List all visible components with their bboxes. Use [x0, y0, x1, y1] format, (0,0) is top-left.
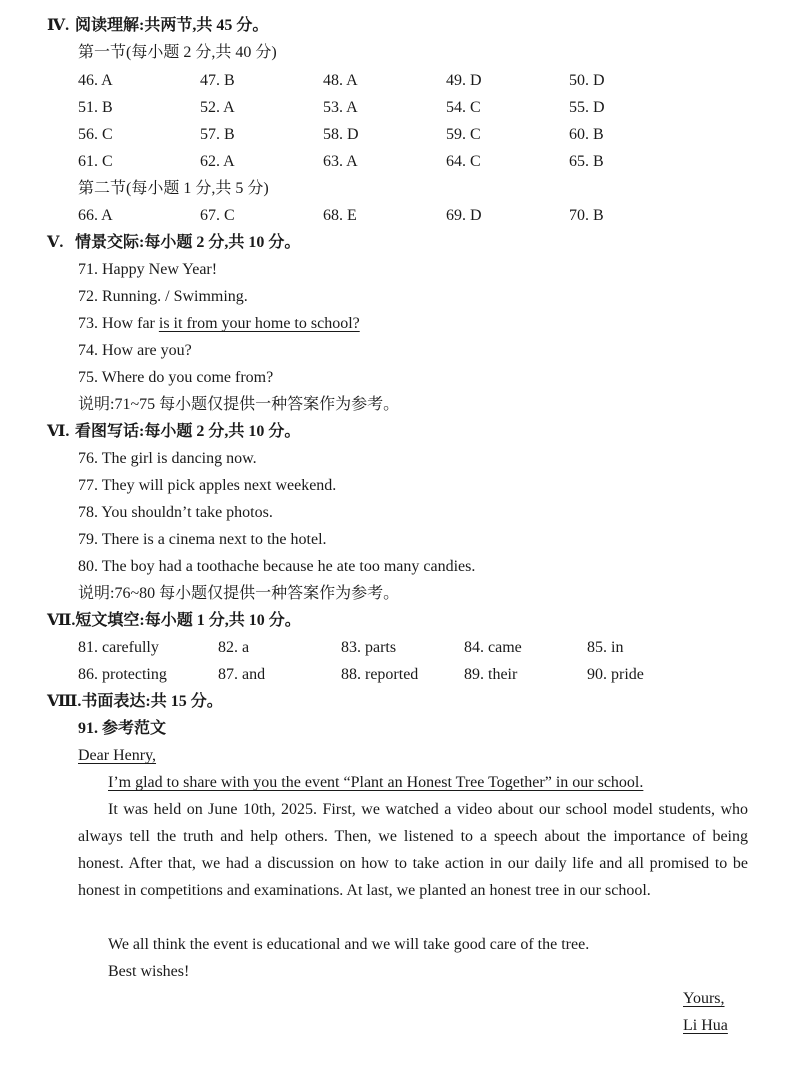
section-heading-writing: [47, 692, 223, 712]
section-heading-reading: [47, 16, 268, 36]
reading-part1-heading: 第一节(每小题 2 分,共 40 分): [78, 44, 277, 61]
dialogue-note: 说明:71~75 每小题仅提供一种答案作为参考。: [78, 396, 400, 413]
picture-writing-note: 说明:76~80 每小题仅提供一种答案作为参考。: [78, 585, 400, 602]
answer-cell: 69. D: [446, 207, 482, 224]
answer-cell: 51. B: [78, 99, 113, 116]
answer-cell: 49. D: [446, 72, 482, 89]
picture-writing-answer: 79. There is a cinema next to the hotel.: [78, 531, 327, 548]
answer-cell: 54. C: [446, 99, 481, 116]
answer-cell: 66. A: [78, 207, 113, 224]
answer-prefix: 73. How far: [78, 315, 159, 332]
section-title: 书面表达:共 15 分。: [81, 693, 223, 710]
dialogue-answer: 72. Running. / Swimming.: [78, 288, 248, 305]
answer-cell: 52. A: [200, 99, 235, 116]
answer-cell: 84. came: [464, 639, 522, 656]
answer-cell: 63. A: [323, 153, 358, 170]
answer-cell: 56. C: [78, 126, 113, 143]
dialogue-answer: 71. Happy New Year!: [78, 261, 218, 278]
essay-label: 91. 参考范文: [78, 720, 167, 737]
reading-part2-heading: 第二节(每小题 1 分,共 5 分): [78, 180, 269, 197]
answer-cell: 50. D: [569, 72, 605, 89]
answer-cell: 83. parts: [341, 639, 397, 656]
section-title: 短文填空:每小题 1 分,共 10 分。: [75, 612, 301, 629]
section-heading-dialogue: [47, 233, 300, 253]
answer-cell: 58. D: [323, 126, 359, 143]
answer-cell: 59. C: [446, 126, 481, 143]
section-title: 阅读理解:共两节,共 45 分。: [75, 17, 269, 34]
answer-cell: 65. B: [569, 153, 604, 170]
answer-cell: 62. A: [200, 153, 235, 170]
answer-cell: 47. B: [200, 72, 235, 89]
answer-cell: 86. protecting: [78, 666, 167, 683]
underlined-answer: is it from your home to school?: [158, 315, 360, 332]
answer-cell: 55. D: [569, 99, 605, 116]
section-number: Ⅴ.: [47, 234, 64, 251]
section-heading-picture-writing: [47, 422, 300, 442]
answer-cell: 82. a: [218, 639, 250, 656]
answer-cell: 64. C: [446, 153, 481, 170]
dialogue-answer-73: [78, 314, 360, 334]
section-number: Ⅷ.: [47, 693, 82, 710]
essay-greeting: Dear Henry,: [78, 747, 157, 764]
section-heading-cloze: [47, 611, 301, 631]
answer-cell: 68. E: [323, 207, 357, 224]
answer-cell: 61. C: [78, 153, 113, 170]
section-number: Ⅳ.: [47, 17, 70, 34]
answer-cell: 57. B: [200, 126, 235, 143]
picture-writing-answer: 76. The girl is dancing now.: [78, 450, 257, 467]
essay-body: It was held on June 10th, 2025. First, we watched a video about our school model students, who always tell the truth and help others. Then, we listened to a speech about the importance of being honest. After that, we had a discussion on how to take action in our daily life and all promised to be honest in competitions and examinations. At last, we planted an honest tree in our school.: [78, 801, 748, 899]
essay-signature: Li Hua: [683, 1017, 728, 1034]
answer-cell: 87. and: [218, 666, 266, 683]
essay-opening: [108, 773, 643, 793]
answer-cell: 53. A: [323, 99, 358, 116]
section-title: 看图写话:每小题 2 分,共 10 分。: [75, 423, 301, 440]
answer-cell: 90. pride: [587, 666, 644, 683]
answer-cell: 89. their: [464, 666, 518, 683]
dialogue-answer: 74. How are you?: [78, 342, 192, 359]
essay-signoff: Yours,: [683, 990, 725, 1007]
essay-closing-paragraph: We all think the event is educational and we will take good care of the tree.: [108, 936, 590, 953]
answer-cell: 60. B: [569, 126, 604, 143]
picture-writing-answer: 78. You shouldn’t take photos.: [78, 504, 273, 521]
essay-wishes: Best wishes!: [108, 963, 190, 980]
answer-cell: 88. reported: [341, 666, 419, 683]
answer-cell: 67. C: [200, 207, 235, 224]
section-title: 情景交际:每小题 2 分,共 10 分。: [75, 234, 301, 251]
dialogue-answer: 75. Where do you come from?: [78, 369, 274, 386]
answer-cell: 85. in: [587, 639, 624, 656]
answer-cell: 46. A: [78, 72, 113, 89]
picture-writing-answer: 80. The boy had a toothache because he ate too many candies.: [78, 558, 476, 575]
answer-cell: 70. B: [569, 207, 604, 224]
answer-cell: 48. A: [323, 72, 358, 89]
answer-cell: 81. carefully: [78, 639, 159, 656]
essay-opening-text: I’m glad to share with you the event “Plant an Honest Tree Together” in our school.: [108, 774, 644, 791]
section-number: Ⅶ.: [47, 612, 76, 629]
section-number: Ⅵ.: [47, 423, 70, 440]
picture-writing-answer: 77. They will pick apples next weekend.: [78, 477, 337, 494]
